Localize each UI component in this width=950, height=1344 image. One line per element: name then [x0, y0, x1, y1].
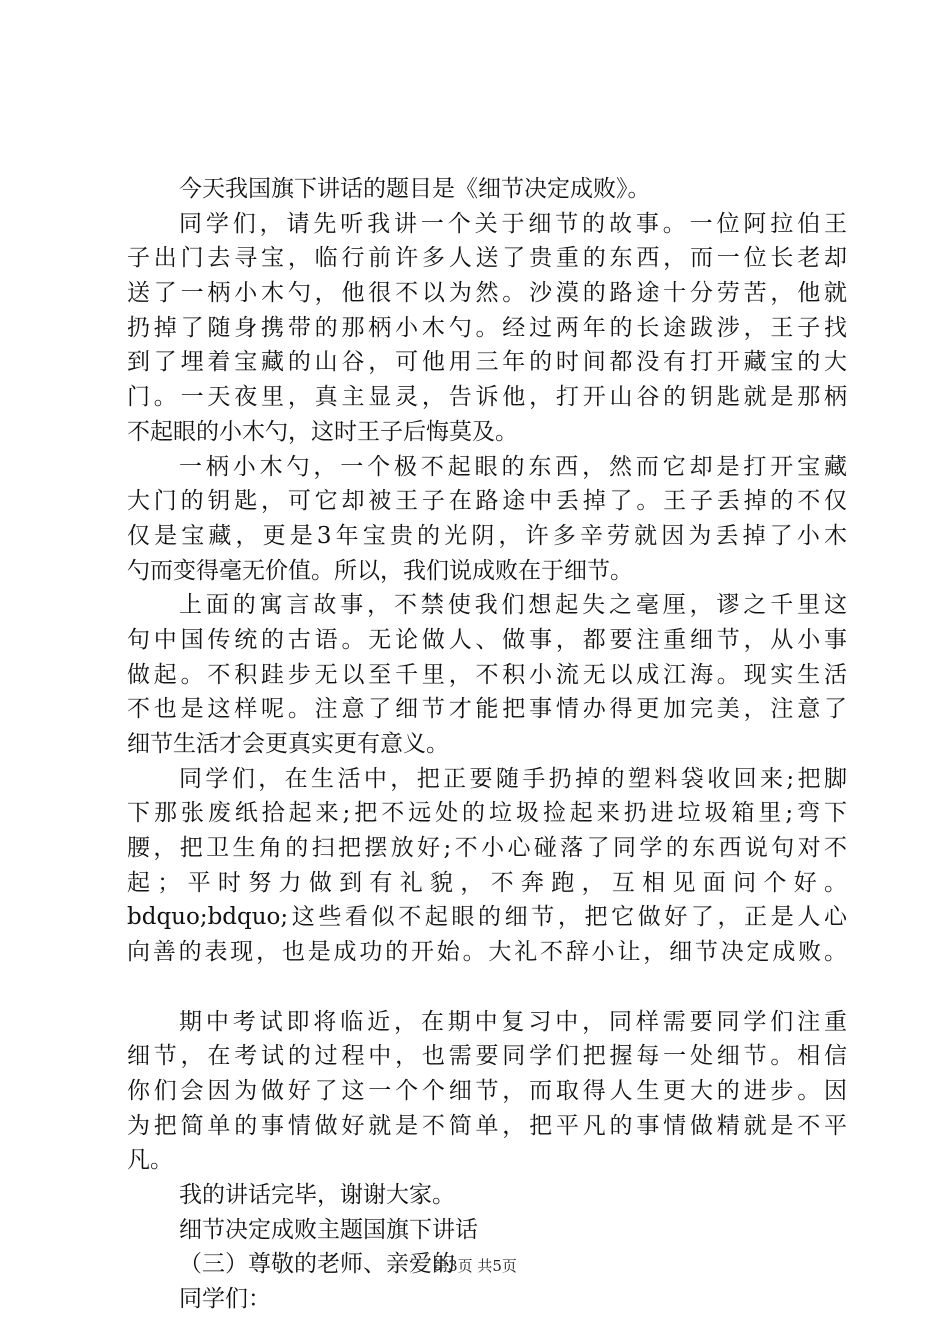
text-line: 门。一天夜里，真主显灵，告诉他，打开山谷的钥匙就是那柄	[127, 384, 847, 411]
text-line: 今天我国旗下讲话的题目是《细节决定成败》。	[179, 176, 651, 202]
text-line: 不起眼的小木勺，这时王子后悔莫及。	[127, 418, 518, 445]
text-line: 同学们，在生活中，把正要随手扔掉的塑料袋收回来;把脚	[179, 765, 847, 792]
text-line: 做起。不积跬步无以至千里，不积小流无以成江海。现实生活	[127, 661, 847, 688]
text-line: 下那张废纸拾起来;把不远处的垃圾捡起来扔进垃圾箱里;弯下	[127, 800, 847, 827]
text-line: 细节，在考试的过程中，也需要同学们把握每一处细节。相信	[127, 1043, 847, 1070]
text-line: 不也是这样呢。注意了细节才能把事情办得更加完美，注意了	[127, 696, 847, 723]
text-line: 细节决定成败主题国旗下讲话	[179, 1216, 478, 1243]
text-line: 一柄小木勺，一个极不起眼的东西，然而它却是打开宝藏	[179, 453, 847, 480]
text-line: 期中考试即将临近，在期中复习中，同样需要同学们注重	[179, 1008, 847, 1035]
text-line: 细节生活才会更真实更有意义。	[127, 731, 449, 757]
text-line: 向善的表现，也是成功的开始。大礼不辞小让，细节决定成败。	[127, 939, 847, 966]
text-line: 凡。	[127, 1147, 173, 1174]
text-line: 起；平时努力做到有礼貌，不奔跑，互相见面问个好。	[127, 869, 847, 896]
text-line: 大门的钥匙，可它却被王子在路途中丢掉了。王子丢掉的不仅	[127, 488, 847, 515]
page-number-footer: 第3页 共5页	[433, 1257, 517, 1275]
text-line: 仅是宝藏，更是3年宝贵的光阴，许多辛劳就因为丢掉了小木	[127, 522, 847, 549]
text-line: 我的讲话完毕，谢谢大家。	[179, 1181, 455, 1208]
text-line: 到了埋着宝藏的山谷，可他用三年的时间都没有打开藏宝的大	[127, 349, 847, 376]
text-line: 上面的寓言故事，不禁使我们想起失之毫厘，谬之千里这	[179, 592, 847, 619]
text-line: （三）尊敬的老师、亲爱的	[179, 1251, 455, 1278]
text-line: 勺而变得毫无价值。所以，我们说成败在于细节。	[127, 557, 633, 584]
text-line: 同学们，请先听我讲一个关于细节的故事。一位阿拉伯王	[179, 210, 847, 237]
text-line: 你们会因为做好了这一个个细节，而取得人生更大的进步。因	[127, 1077, 847, 1104]
speech-body	[127, 172, 847, 1317]
text-line: 为把简单的事情做好就是不简单，把平凡的事情做精就是不平	[127, 1112, 847, 1139]
text-line: bdquo;bdquo;这些看似不起眼的细节，把它做好了，正是人心	[127, 904, 847, 931]
text-line: 腰，把卫生角的扫把摆放好;不小心碰落了同学的东西说句对不	[127, 835, 847, 862]
text-line: 同学们：	[179, 1286, 271, 1312]
text-line: 子出门去寻宝，临行前许多人送了贵重的东西，而一位长老却	[127, 245, 847, 272]
text-line: 扔掉了随身携带的那柄小木勺。经过两年的长途跋涉，王子找	[127, 314, 847, 341]
text-line: 送了一柄小木勺，他很不以为然。沙漠的路途十分劳苦，他就	[127, 280, 847, 307]
paragraph-gap	[127, 970, 847, 1005]
text-line: 句中国传统的古语。无论做人、做事，都要注重细节，从小事	[127, 626, 847, 653]
